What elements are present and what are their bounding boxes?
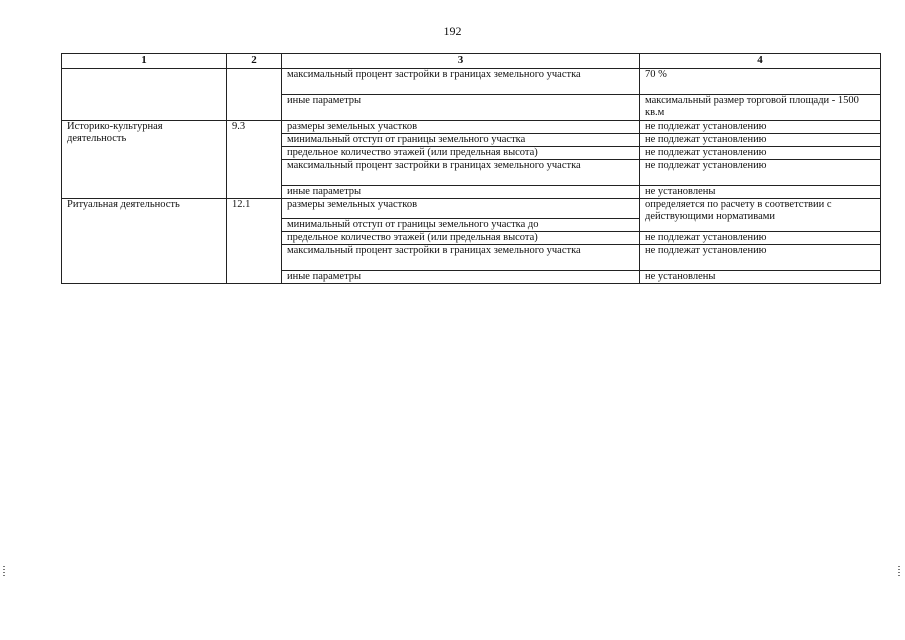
code-cell xyxy=(227,69,282,121)
parameter-cell: размеры земельных участков xyxy=(282,121,640,134)
column-header: 4 xyxy=(640,54,881,69)
value-cell: не подлежат установлению xyxy=(640,121,881,134)
parameter-cell: предельное количество этажей (или предельная высота) xyxy=(282,232,640,245)
value-cell: не подлежат установлению xyxy=(640,232,881,245)
value-cell: не установлены xyxy=(640,186,881,199)
code-cell: 9.3 xyxy=(227,121,282,199)
activity-cell: Историко-культурная деятельность xyxy=(62,121,227,199)
column-header: 1 xyxy=(62,54,227,69)
parameter-cell: иные параметры xyxy=(282,271,640,284)
table-header-row xyxy=(62,54,881,69)
value-cell: не подлежат установлению xyxy=(640,147,881,160)
value-cell: определяется по расчету в соответствии с действующими нормативами xyxy=(640,199,881,232)
parameter-cell: предельное количество этажей (или предельная высота) xyxy=(282,147,640,160)
value-cell: максимальный размер торговой площади - 1500 кв.м xyxy=(640,95,881,121)
parameter-cell: максимальный процент застройки в границах земельного участка xyxy=(282,160,640,186)
parameter-cell: максимальный процент застройки в границах земельного участка xyxy=(282,69,640,95)
parameter-cell: минимальный отступ от границы земельного участка до xyxy=(282,219,640,232)
activity-cell xyxy=(62,69,227,121)
value-cell: не подлежат установлению xyxy=(640,134,881,147)
column-header: 2 xyxy=(227,54,282,69)
table-row xyxy=(62,199,881,219)
table-row xyxy=(62,69,881,95)
column-header: 3 xyxy=(282,54,640,69)
value-cell: не подлежат установлению xyxy=(640,160,881,186)
parameter-cell: иные параметры xyxy=(282,186,640,199)
value-cell: не установлены xyxy=(640,271,881,284)
code-cell: 12.1 xyxy=(227,199,282,284)
parameter-cell: размеры земельных участков xyxy=(282,199,640,219)
parameter-cell: максимальный процент застройки в границах земельного участка xyxy=(282,245,640,271)
page-number: 192 xyxy=(443,24,462,38)
activity-cell: Ритуальная деятельность xyxy=(62,199,227,284)
parameter-cell: иные параметры xyxy=(282,95,640,121)
scan-edge-mark xyxy=(898,566,900,578)
table-row xyxy=(62,121,881,134)
value-cell: не подлежат установлению xyxy=(640,245,881,271)
value-cell: 70 % xyxy=(640,69,881,95)
parameters-table xyxy=(61,53,881,284)
parameter-cell: минимальный отступ от границы земельного участка xyxy=(282,134,640,147)
scan-edge-mark xyxy=(3,566,5,578)
